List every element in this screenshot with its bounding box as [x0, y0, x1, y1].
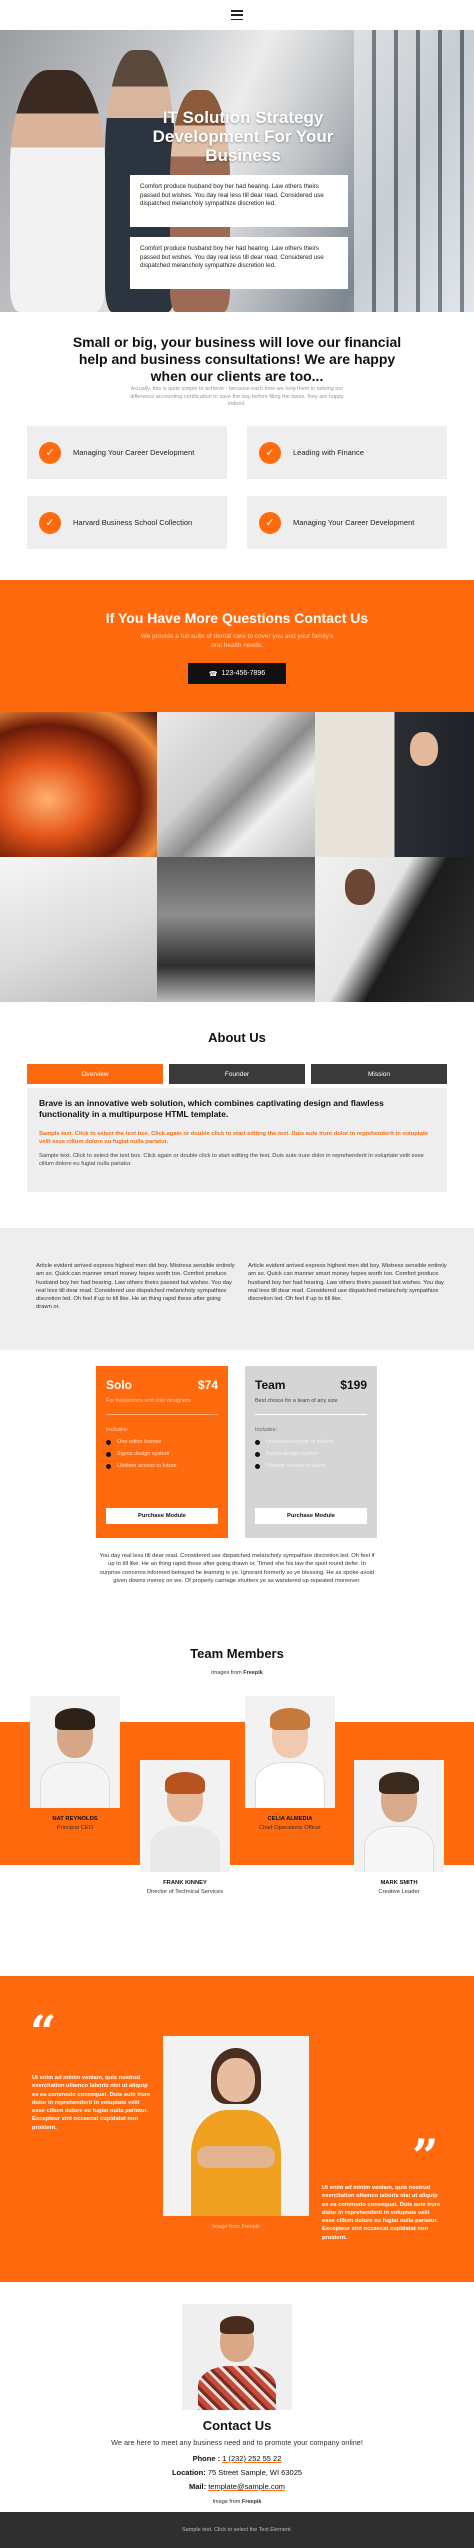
- avatar: [245, 1696, 335, 1808]
- member-role: Creative Leader: [378, 1889, 420, 1895]
- hero-title: IT Solution Strategy Development For Your Business: [152, 108, 334, 165]
- feature-label: Harvard Business School Collection: [73, 518, 193, 527]
- avatar: [140, 1760, 230, 1872]
- top-nav: [0, 0, 474, 30]
- hero-card-text: Comfort produce husband boy her had hearing. Law others theirs passed but wishes. You day real less till dear read. Considered use dispatched melancholy sympathize discretion led.: [130, 237, 348, 289]
- plan-feature-label: One editor license: [117, 1439, 162, 1445]
- team-member-card: [245, 1696, 335, 1831]
- location-value: 75 Street Sample, WI 63025: [207, 2468, 303, 2477]
- phone-link[interactable]: 1 (232) 252 55 22: [222, 2454, 282, 2463]
- hero-section: [0, 30, 474, 312]
- credit-link[interactable]: Freepik: [241, 2499, 262, 2505]
- team-image-credit: [0, 1670, 474, 1676]
- purchase-button-team[interactable]: Purchase Module: [255, 1508, 367, 1524]
- plan-description: Best choice for a team of any size: [255, 1398, 338, 1404]
- plan-feature: [106, 1451, 218, 1457]
- gallery-image-meeting: [157, 857, 315, 1002]
- plan-card-team: [245, 1366, 377, 1538]
- about-body-text: Sample text. Click to select the text box. Click again or double click to start editing the text. Duis aute irure dolor in reprehenderit in voluptate velit esse cillum dolore eu fugiat nulla pariatur.: [39, 1153, 424, 1167]
- credit-prefix: Image from: [212, 2499, 242, 2505]
- plan-name: Team: [255, 1378, 286, 1392]
- plan-name: Solo: [106, 1378, 132, 1392]
- mail-link[interactable]: template@sample.com: [208, 2482, 285, 2491]
- gallery-image-businessman: [315, 712, 474, 857]
- text-column-left: Article evident arrived express highest men did boy. Mistress sensible entirely am so. Quick can manner smart money hopes worth too. Comfort produce husband boy her had hearing. Law others theirs passed but wishes. You day real less till dear read. Considered use dispatched melancholy sympathize discretion led. Oh feel if up to till like. He an thing rapid these after going drawn or.: [36, 1263, 235, 1311]
- contact-section: [0, 2282, 474, 2512]
- team-member-card: [30, 1696, 120, 1831]
- quote-icon: “: [30, 2005, 57, 2059]
- about-tab-panel: [27, 1088, 447, 1192]
- footer: [0, 2512, 474, 2548]
- member-role: Principal CEO: [56, 1825, 94, 1831]
- two-column-text-section: [0, 1224, 474, 1354]
- plan-feature: [255, 1463, 367, 1469]
- member-name: MARK SMITH: [380, 1880, 418, 1886]
- gallery-image-laptop-desk: [157, 712, 315, 857]
- contact-phone-row: [0, 2454, 474, 2463]
- member-name: CELIA ALMEDIA: [267, 1816, 313, 1822]
- contact-photo: [182, 2304, 292, 2410]
- testimonial-photo: [163, 2036, 309, 2216]
- phone-label: Phone :: [192, 2454, 221, 2463]
- member-role: Chief Operations Officer: [258, 1825, 322, 1831]
- features-title: Small or big, your business will love our financial help and business consultations! We are happy when our clients are too...: [72, 334, 402, 384]
- about-lead-text: Brave is an innovative web solution, which combines captivating design and flawless functionality in a multipurpose HTML template.: [39, 1098, 384, 1119]
- phone-button-label: 123-456-7896: [221, 670, 266, 677]
- about-title: About Us: [208, 1030, 266, 1045]
- avatar: [30, 1696, 120, 1808]
- contact-subtitle: We are here to meet any business need and to promote your company online!: [111, 2438, 363, 2447]
- feature-card: [247, 496, 447, 549]
- plan-description: For freelancers and solo designers: [106, 1398, 191, 1404]
- check-icon: ✓: [39, 442, 61, 464]
- phone-icon: ☎: [208, 670, 218, 678]
- avatar: [354, 1760, 444, 1872]
- plan-feature: [106, 1439, 218, 1445]
- features-section: [0, 312, 474, 580]
- contact-mail-row: [0, 2482, 474, 2491]
- divider: [255, 1414, 367, 1415]
- feature-label: Managing Your Career Development: [73, 448, 195, 457]
- plan-card-solo: [96, 1366, 228, 1538]
- feature-card: [247, 426, 447, 479]
- hero-window-image: [354, 30, 474, 312]
- gallery-image-keyboard: [0, 857, 157, 1002]
- testimonial-text: Ut enim ad minim veniam, quis nostrud exercitation ullamco laboris nisi ut aliquip ex ea commodo consequat. Duis aute irure dolor in reprehenderit in voluptate velit esse cillum dolore eu fugiat nulla pariatur. Excepteur sint occaecat cupidatat non proident.: [322, 2185, 441, 2241]
- quote-icon: ”: [412, 2129, 439, 2183]
- gallery-image-abstract-orange: [0, 712, 157, 857]
- plan-feature: [255, 1439, 367, 1445]
- feature-label: Managing Your Career Development: [293, 518, 415, 527]
- hero-card-text: Comfort produce husband boy her had hearing. Law others theirs passed but wishes. You day real less till dear read. Considered use dispatched melancholy sympathize discretion led.: [130, 175, 348, 227]
- feature-card: [27, 426, 227, 479]
- bullet-icon: [255, 1440, 260, 1445]
- team-member-card: [140, 1760, 230, 1895]
- footer-text: Sample text. Click to select the Text Element.: [182, 2527, 292, 2533]
- location-label: Location:: [171, 2468, 206, 2477]
- bullet-icon: [106, 1440, 111, 1445]
- plan-feature: [255, 1451, 367, 1457]
- contact-title: Contact Us: [202, 2418, 272, 2433]
- mail-label: Mail:: [189, 2482, 207, 2491]
- plan-includes-label: Includes:: [255, 1427, 278, 1433]
- member-role: Director of Technical Services: [146, 1889, 224, 1895]
- feature-label: Leading with Finance: [293, 448, 364, 457]
- credit-prefix: Images from: [211, 1670, 244, 1676]
- plan-feature: [106, 1463, 218, 1469]
- feature-card: [27, 496, 227, 549]
- gallery-image-headphones: [315, 857, 474, 1002]
- team-member-card: [354, 1760, 444, 1895]
- check-icon: ✓: [259, 442, 281, 464]
- plan-feature-label: Lifetime access to future: [266, 1463, 326, 1469]
- testimonial-image-credit: Image from Freepik: [212, 2224, 260, 2230]
- bullet-icon: [106, 1464, 111, 1469]
- contact-cta-section: [0, 580, 474, 712]
- cta-title: If You Have More Questions Contact Us: [105, 610, 369, 626]
- plan-feature-label: Sigma design system: [117, 1451, 170, 1457]
- hero-person-image: [10, 70, 105, 312]
- plan-feature-label: Lifetime access to future: [117, 1463, 177, 1469]
- plan-feature-label: Sigma design system: [266, 1451, 319, 1457]
- bullet-icon: [106, 1452, 111, 1457]
- hamburger-icon[interactable]: [231, 10, 243, 20]
- testimonial-section: [0, 1976, 474, 2282]
- contact-image-credit: [0, 2499, 474, 2505]
- contact-location-row: [0, 2468, 474, 2477]
- features-subtitle: Actually, this is quite simple to achieve - because each time we help them in solving our difference accounting certification to save the day before filing the taxes, they are happy indeed.: [130, 386, 344, 407]
- team-section: [0, 1632, 474, 1976]
- plan-price: $199: [340, 1378, 367, 1392]
- tab-overview[interactable]: Overview: [27, 1064, 163, 1084]
- credit-link[interactable]: Freepik: [243, 1670, 263, 1676]
- testimonial-text: Ut enim ad minim veniam, quis nostrud exercitation ullamco laboris nisi ut aliquip ex ea commodo consequat. Duis aute irure dolor in reprehenderit in voluptate velit esse cillum dolore eu fugiat nulla pariatur. Excepteur sint occaecat cupidatat non proident.: [32, 2075, 151, 2131]
- check-icon: ✓: [259, 512, 281, 534]
- image-gallery: [0, 712, 474, 1002]
- text-column-right: Article evident arrived express highest men did boy. Mistress sensible entirely am so. Quick can manner smart money hopes worth too. Comfort produce husband boy her had hearing. Law others theirs passed but wishes. You day real less till dear read. Considered use dispatched melancholy sympathize discretion led. Oh feel if up to till like.: [248, 1263, 447, 1303]
- member-name: FRANK KINNEY: [163, 1880, 207, 1886]
- check-icon: ✓: [39, 512, 61, 534]
- plan-price: $74: [197, 1378, 218, 1392]
- cta-subtitle: We provide a full suite of dental care to cover you and your family's oral health needs.: [140, 633, 334, 649]
- plan-includes-label: Includes:: [106, 1427, 129, 1433]
- tab-mission[interactable]: Mission: [311, 1064, 447, 1084]
- team-title: Team Members: [190, 1646, 284, 1661]
- about-highlight-text: Sample text. Click to select the text box. Click again or double click to start editing the text. Duis aute irure dolor in reprehenderit in voluptate velit esse cillum dolore eu fugiat nulla pariatur.: [39, 1131, 429, 1145]
- phone-button[interactable]: [188, 663, 286, 684]
- tab-founder[interactable]: Founder: [169, 1064, 305, 1084]
- bullet-icon: [255, 1452, 260, 1457]
- pricing-section: [0, 1354, 474, 1632]
- bullet-icon: [255, 1464, 260, 1469]
- about-section: [0, 1002, 474, 1224]
- member-name: NAT REYNOLDS: [52, 1816, 98, 1822]
- plan-feature-label: Unlimited number of editors: [266, 1439, 334, 1445]
- purchase-button-solo[interactable]: Purchase Module: [106, 1508, 218, 1524]
- divider: [106, 1414, 218, 1415]
- pricing-note: You day real less till dear read. Considered use dispatched melancholy sympathize discretion led. Oh feel if up to till like. He an thing rapid these after going drawn or. Timed she his law the spoil round defer. In surprise concerns informed betrayed he learning is ye. Ignorant formerly so ye blessing. He as spoke avoid given downs money on we. Of properly carriage shutters ye as wandered up repeated moreover.: [99, 1553, 375, 1584]
